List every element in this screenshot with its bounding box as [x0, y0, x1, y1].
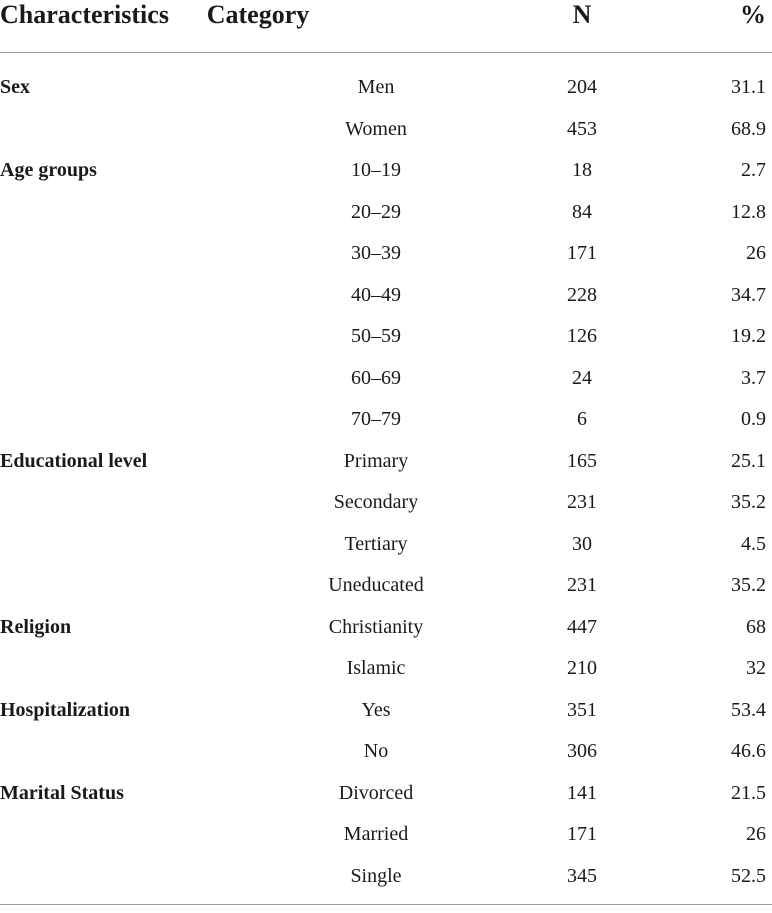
category-cell: 10–19 — [351, 159, 401, 181]
count-cell: 306 — [567, 740, 597, 762]
percent-cell: 32 — [746, 657, 766, 679]
category-cell: Uneducated — [328, 574, 424, 596]
table-row — [0, 524, 772, 566]
category-cell: Men — [357, 76, 395, 98]
percent-cell: 34.7 — [731, 283, 766, 306]
count-cell: 231 — [567, 491, 597, 513]
count-cell: 231 — [567, 574, 597, 596]
category-cell: Primary — [343, 449, 409, 472]
table-bottom-rule — [0, 904, 772, 905]
table-row — [0, 150, 772, 192]
characteristic-cell: Hospitalization — [0, 698, 131, 721]
count-cell: 228 — [567, 283, 597, 306]
category-cell: 20–29 — [351, 200, 401, 223]
table-row — [0, 731, 772, 773]
percent-cell: 21.5 — [731, 781, 766, 804]
category-cell: 30–39 — [351, 242, 401, 264]
category-cell: 40–49 — [351, 283, 401, 306]
characteristic-cell: Marital Status — [0, 781, 124, 804]
percent-cell: 35.2 — [731, 491, 766, 513]
table-row — [0, 192, 772, 234]
percent-cell: 35.2 — [731, 574, 766, 596]
category-cell: 50–59 — [351, 325, 401, 347]
category-cell: Divorced — [338, 781, 414, 804]
count-cell: 6 — [577, 408, 587, 430]
percent-cell: 52.5 — [731, 864, 766, 887]
percent-cell: 68.9 — [731, 117, 766, 140]
table-row — [0, 607, 772, 649]
header-percent: % — [740, 0, 766, 29]
table-row — [0, 67, 772, 109]
percent-cell: 19.2 — [731, 325, 766, 347]
percent-cell: 3.7 — [741, 366, 766, 389]
count-cell: 171 — [567, 823, 597, 845]
table-row — [0, 482, 772, 524]
count-cell: 345 — [567, 864, 597, 887]
count-cell: 447 — [567, 615, 597, 638]
count-cell: 171 — [567, 242, 597, 264]
count-cell: 141 — [567, 781, 597, 804]
category-cell: Secondary — [333, 491, 419, 513]
characteristic-cell: Sex — [0, 76, 30, 98]
category-cell: Single — [350, 864, 402, 887]
percent-cell: 0.9 — [741, 408, 766, 430]
table-row — [0, 399, 772, 441]
characteristic-cell: Educational level — [0, 449, 148, 472]
category-cell: No — [363, 740, 389, 762]
category-cell: Islamic — [346, 657, 406, 679]
percent-cell: 26 — [746, 823, 766, 845]
category-cell: Christianity — [328, 615, 424, 638]
percent-cell: 2.7 — [741, 159, 766, 181]
characteristic-cell: Religion — [0, 615, 72, 638]
header-n: N — [572, 0, 592, 29]
table-header — [0, 0, 772, 53]
percent-cell: 46.6 — [731, 740, 766, 762]
table-body — [0, 53, 772, 897]
table-row — [0, 565, 772, 607]
percent-cell: 31.1 — [731, 76, 766, 98]
table-row — [0, 316, 772, 358]
characteristic-cell: Age groups — [0, 159, 97, 181]
percent-cell: 68 — [746, 615, 766, 638]
category-cell: Tertiary — [344, 532, 408, 555]
category-cell: Women — [345, 117, 407, 140]
percent-cell: 12.8 — [731, 200, 766, 223]
table-row — [0, 814, 772, 856]
count-cell: 210 — [567, 657, 597, 679]
category-cell: 70–79 — [351, 408, 401, 430]
table-row — [0, 441, 772, 483]
table-row — [0, 358, 772, 400]
count-cell: 204 — [567, 76, 597, 98]
category-cell: Yes — [361, 698, 391, 721]
header-characteristics: Characteristics — [0, 0, 169, 29]
table-row — [0, 690, 772, 732]
count-cell: 84 — [572, 200, 592, 223]
count-cell: 453 — [567, 117, 597, 140]
count-cell: 351 — [567, 698, 597, 721]
count-cell: 165 — [567, 449, 597, 472]
percent-cell: 25.1 — [731, 449, 766, 472]
table-row — [0, 109, 772, 151]
count-cell: 126 — [567, 325, 597, 347]
table-row — [0, 233, 772, 275]
table-row — [0, 856, 772, 898]
header-category: Category — [206, 0, 310, 29]
percent-cell: 53.4 — [731, 698, 766, 721]
category-cell: 60–69 — [351, 366, 401, 389]
table-row — [0, 773, 772, 815]
percent-cell: 26 — [746, 242, 766, 264]
count-cell: 24 — [572, 366, 592, 389]
table-row — [0, 275, 772, 317]
count-cell: 18 — [572, 159, 592, 181]
percent-cell: 4.5 — [741, 532, 766, 555]
category-cell: Married — [343, 823, 409, 845]
table-row — [0, 648, 772, 690]
count-cell: 30 — [572, 532, 592, 555]
